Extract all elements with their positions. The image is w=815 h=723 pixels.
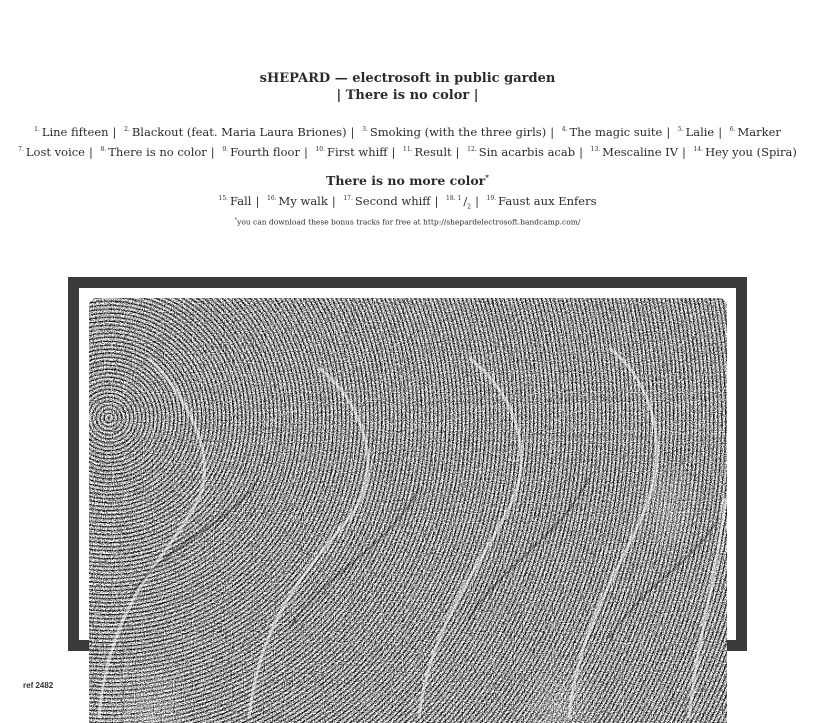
track-item: $^{10.}$ First whiff — [315, 144, 388, 159]
tracklist — [0, 121, 815, 161]
track-item: $^{16.}$ My walk — [267, 193, 328, 208]
bonus-tracklist: $^{15.}$ Fall | $^{16.}$ My walk | $^{17.}$ Second whiff | $^{18.}$ $^1$ $/_2$ | $^{19.}$ Faust aux Enfers — [218, 193, 597, 211]
album-subtitle: | There is no color | — [336, 88, 479, 103]
tracklist-line-1: $^{1.}$ Line fifteen | $^{2.}$ Blackout (feat. Maria Laura Briones) | $^{3.}$ Smoking (with the three girls) | $^{4.}$ The magic suite | $^{5.}$ Lalie | $^{6.}$ Marker — [34, 124, 781, 139]
bonus-section — [0, 170, 815, 227]
footnote-marker: * — [485, 173, 489, 182]
tracklist-line-2: $^{7.}$ Lost voice | $^{8.}$ There is no color | $^{9.}$ Fourth floor | $^{10.}$ First whiff | $^{11.}$ Result | $^{12.}$ Sin acarbis acab | $^{13.}$ Mescaline IV | $^{14.}$ Hey you (Spira) — [18, 144, 797, 159]
track-item: $^{13.}$ Mescaline IV — [590, 144, 679, 159]
track-item: $^{9.}$ Fourth floor — [222, 144, 300, 159]
track-item: $^{6.}$ Marker — [729, 124, 781, 139]
marbled-pattern — [89, 298, 727, 723]
release-title: sHEPARD — electrosoft in public garden — [259, 71, 556, 86]
marbled-artwork — [89, 298, 727, 723]
bonus-title: There is no more color* — [326, 173, 489, 189]
track-item: $^{2.}$ Blackout (feat. Maria Laura Briones) — [124, 124, 347, 139]
track-item: $^{8.}$ There is no color — [100, 144, 207, 159]
track-item: $^{1.}$ Line fifteen — [34, 124, 109, 139]
track-item: $^{7.}$ Lost voice — [18, 144, 85, 159]
track-item: $^{19.}$ Faust aux Enfers — [486, 193, 597, 208]
catalog-reference: ref 2482 — [23, 681, 54, 690]
track-item: $^{11.}$ Result — [403, 144, 452, 159]
track-item: $^{18.}$ $^1$ $/_2$ — [446, 193, 472, 211]
track-item: $^{14.}$ Hey you (Spira) — [693, 144, 797, 159]
track-item: $^{5.}$ Lalie — [677, 124, 715, 139]
track-item: $^{15.}$ Fall — [218, 193, 252, 208]
release-header — [0, 70, 815, 104]
bonus-footnote: *you can download these bonus tracks for free at http://shepardelectrosoft.bandcamp.com/ — [234, 217, 581, 227]
track-item: $^{3.}$ Smoking (with the three girls) — [362, 124, 547, 139]
track-item: $^{12.}$ Sin acarbis acab — [467, 144, 576, 159]
track-item: $^{17.}$ Second whiff — [343, 193, 431, 208]
track-item: $^{4.}$ The magic suite — [561, 124, 663, 139]
